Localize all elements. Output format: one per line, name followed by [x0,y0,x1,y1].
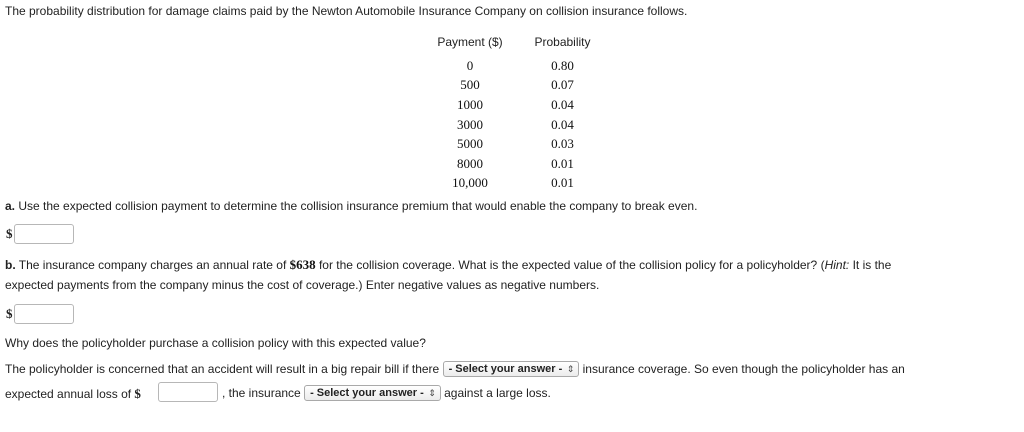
part-a-currency: $ [6,226,13,241]
probability-cell: 0.03 [551,136,574,152]
payment-cell: 3000 [457,116,483,132]
payment-cell: 10,000 [452,175,488,191]
part-b-question: b. The insurance company charges an annual rate of $638 for the collision coverage. What is the expected value of the collision policy for a policyholder? (Hint: It is the [5,257,892,272]
hint-label: Hint: [824,258,850,272]
payment-cell: 1000 [457,96,483,112]
distribution-table [425,32,600,193]
table-row [425,115,600,135]
annual-rate-value: $638 [289,257,316,272]
probability-cell: 0.80 [551,57,574,73]
table-row [425,56,600,76]
payment-cell: 5000 [457,136,483,152]
part-b-answer-input[interactable] [14,304,74,324]
header-probability: Probability [534,35,591,49]
updown-chevron-icon: ⇕ [566,363,575,374]
table-row [425,154,600,174]
table-row [425,95,600,115]
payment-cell: 8000 [457,155,483,171]
part-b-label: b. [5,258,16,272]
payment-cell: 0 [466,57,474,73]
why-answer-line2: expected annual loss of $ [5,386,141,401]
part-b-currency: $ [6,306,13,321]
part-b-question-line2: expected payments from the company minus the cost of coverage.) Enter negative values as negative numbers. [5,278,600,292]
part-a-question [5,199,697,213]
table-row [425,134,600,154]
coverage-select[interactable]: - Select your answer - ⇕ [443,361,580,377]
part-a-answer-input[interactable] [14,224,74,244]
updown-chevron-icon: ⇕ [428,387,436,398]
probability-cell: 0.01 [551,155,574,171]
probability-cell: 0.04 [551,116,574,132]
part-a-label: a. [5,199,16,213]
insurance-action-select[interactable]: - Select your answer - ⇕ [304,385,441,401]
probability-cell: 0.07 [551,77,574,93]
probability-cell: 0.01 [551,175,574,191]
intro-text: The probability distribution for damage claims paid by the Newton Automobile Insurance Company on collision insurance follows. [5,4,688,18]
payment-cell: 500 [460,77,480,93]
loss-currency: $ [134,386,141,401]
why-answer-line1: The policyholder is concerned that an accident will result in a big repair bill if there - Select your answer - ⇕ insurance coverage. So even though the policyholder has an [5,362,905,376]
table-row [425,76,600,96]
why-answer-line2-rest: , the insurance - Select your answer - ⇕ against a large loss. [222,386,551,400]
expected-loss-input[interactable] [158,382,218,402]
why-question: Why does the policyholder purchase a collision policy with this expected value? [5,336,426,350]
header-payment: Payment ($) [437,35,503,49]
probability-cell: 0.04 [551,96,574,112]
part-a-text: Use the expected collision payment to determine the collision insurance premium that would enable the company to break even. [15,199,698,213]
table-row [425,174,600,194]
